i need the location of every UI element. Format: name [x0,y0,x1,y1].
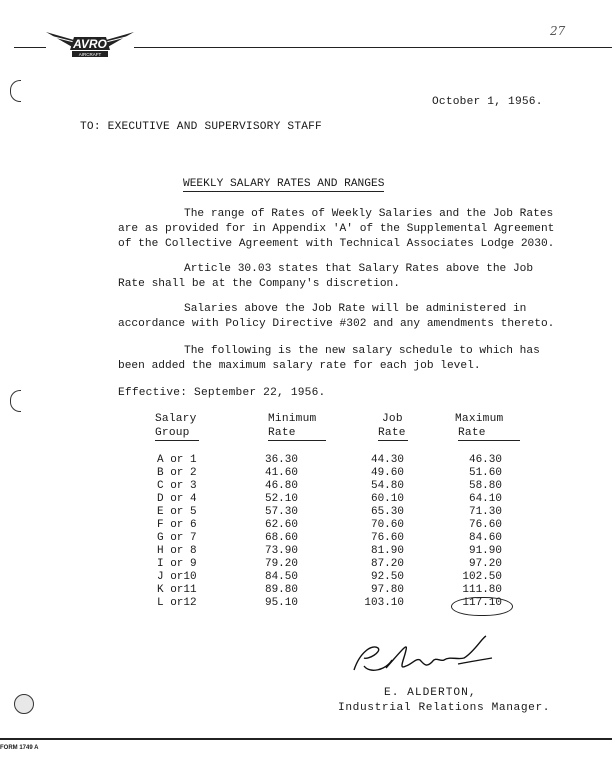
row-min: 73.90 [264,545,298,557]
row-job: 65.30 [370,506,404,518]
row-group: B or 2 [157,467,197,479]
paragraph-line: are as provided for in Appendix 'A' of the Supplemental Agreement [118,223,555,235]
row-min: 95.10 [264,597,298,609]
row-max: 117.10 [462,597,502,609]
row-min: 57.30 [264,506,298,518]
row-min: 62.60 [264,519,298,531]
handwritten-signature [346,630,506,680]
paragraph-line: Salaries above the Job Rate will be administered in [184,303,527,315]
punch-hole-mark [10,390,21,412]
row-group: H or 8 [157,545,197,557]
col-header-salary: Salary [155,413,197,425]
effective-date: Effective: September 22, 1956. [118,387,326,399]
punch-hole [14,694,34,714]
row-min: 89.80 [264,584,298,596]
footer-rule [0,738,612,740]
logo-subtext: AIRCRAFT [78,52,102,57]
row-job: 87.20 [370,558,404,570]
row-group: A or 1 [157,454,197,466]
row-max: 91.90 [468,545,502,557]
col-header-maximum: Maximum [455,413,504,425]
col-header-minimum: Minimum [268,413,317,425]
row-min: 41.60 [264,467,298,479]
row-max: 76.60 [468,519,502,531]
row-job: 81.90 [370,545,404,557]
row-group: I or 9 [157,558,197,570]
row-job: 76.60 [370,532,404,544]
annotation-circle [451,597,513,616]
row-group: L or12 [157,597,197,609]
row-min: 84.50 [264,571,298,583]
row-job: 92.50 [370,571,404,583]
signatory-name: E. ALDERTON, [384,687,477,699]
paragraph-line: accordance with Policy Directive #302 and any amendments thereto. [118,318,555,330]
signatory-title: Industrial Relations Manager. [338,702,551,714]
memo-title: WEEKLY SALARY RATES AND RANGES [183,178,385,190]
paragraph-line: The range of Rates of Weekly Salaries and the Job Rates [184,208,554,220]
paragraph-line: been added the maximum salary rate for each job level. [118,360,481,372]
row-min: 36.30 [264,454,298,466]
col-header-job-rate: Rate [378,427,408,441]
row-job: 60.10 [370,493,404,505]
memo-recipient: TO: EXECUTIVE AND SUPERVISORY STAFF [80,121,322,133]
row-min: 79.20 [264,558,298,570]
col-header-min-rate: Rate [268,427,326,441]
paragraph-line: The following is the new salary schedule to which has [184,345,540,357]
row-job: 49.60 [370,467,404,479]
row-job: 103.10 [364,597,404,609]
memo-date: October 1, 1956. [432,96,543,108]
row-job: 97.80 [370,584,404,596]
row-job: 70.60 [370,519,404,531]
row-group: C or 3 [157,480,197,492]
col-header-job: Job [382,413,403,425]
row-group: J or10 [157,571,197,583]
punch-hole-mark [10,80,21,102]
col-header-max-rate: Rate [458,427,520,441]
row-min: 68.60 [264,532,298,544]
row-max: 46.30 [468,454,502,466]
row-max: 58.80 [468,480,502,492]
row-max: 84.60 [468,532,502,544]
paragraph-line: Rate shall be at the Company's discretion. [118,278,400,290]
paragraph-line: of the Collective Agreement with Technical Associates Lodge 2030. [118,238,555,250]
row-job: 44.30 [370,454,404,466]
row-max: 71.30 [468,506,502,518]
form-number: FORM 1749 A [0,745,39,751]
row-max: 51.60 [468,467,502,479]
header-rule-left [14,47,46,48]
row-max: 64.10 [468,493,502,505]
avro-logo [44,26,136,60]
page-mark: 27 [550,24,566,38]
row-job: 54.80 [370,480,404,492]
col-header-group: Group [155,427,199,441]
row-min: 52.10 [264,493,298,505]
row-min: 46.80 [264,480,298,492]
row-group: D or 4 [157,493,197,505]
row-group: K or11 [157,584,197,596]
header-rule [134,47,612,48]
row-max: 111.80 [462,584,502,596]
paragraph-line: Article 30.03 states that Salary Rates above the Job [184,263,534,275]
avro-wings-emblem [44,26,136,60]
row-group: F or 6 [157,519,197,531]
row-group: G or 7 [157,532,197,544]
row-max: 97.20 [468,558,502,570]
row-max: 102.50 [462,571,502,583]
logo-text: AVRO [73,37,107,51]
row-group: E or 5 [157,506,197,518]
